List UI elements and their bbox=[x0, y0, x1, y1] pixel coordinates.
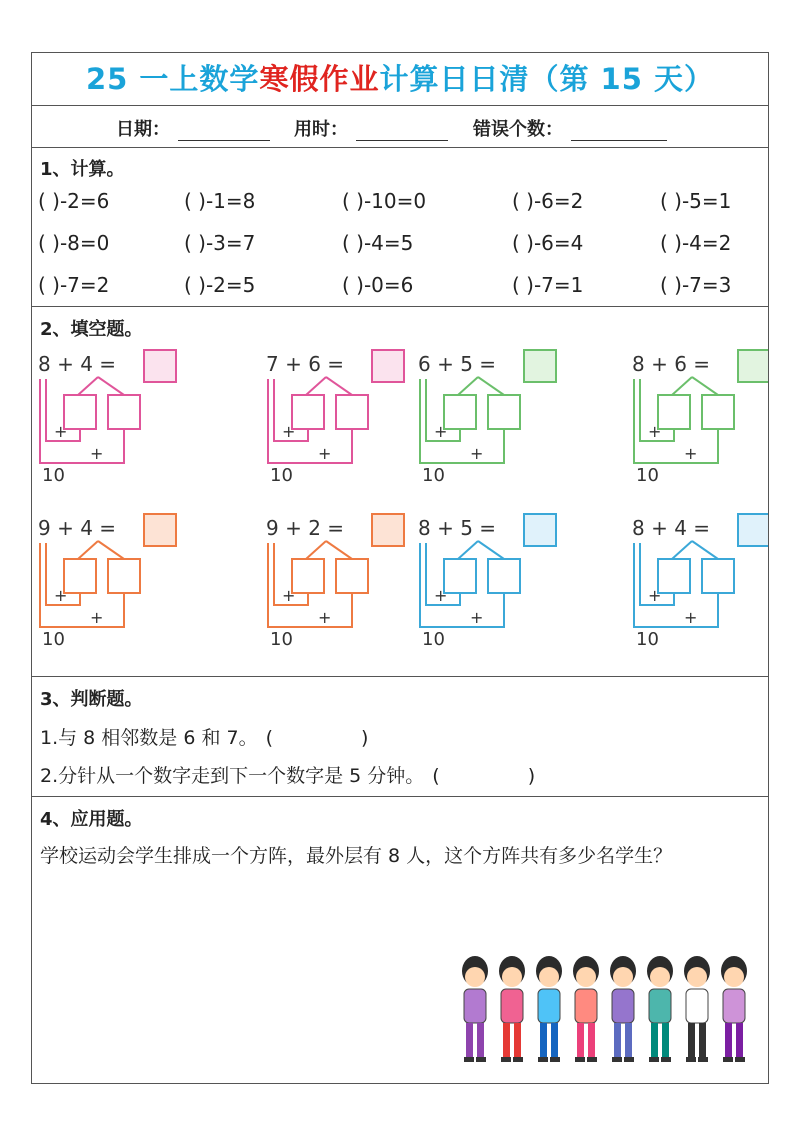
split-line-right bbox=[98, 541, 124, 559]
calc-item[interactable]: ( )-7=2 bbox=[38, 273, 110, 297]
split-box-right bbox=[336, 559, 368, 593]
equation-text: 8 + 4 = bbox=[632, 516, 711, 540]
calc-item[interactable]: ( )-4=2 bbox=[660, 231, 732, 255]
equation-text: 8 + 5 = bbox=[418, 516, 497, 540]
child-figure bbox=[647, 956, 673, 1062]
errors-label: 错误个数： bbox=[473, 119, 563, 140]
errors-blank[interactable] bbox=[571, 120, 667, 141]
section2-heading: 2、填空题。 bbox=[40, 319, 143, 340]
time-label: 用时： bbox=[294, 119, 348, 140]
split-box-right bbox=[488, 395, 520, 429]
calc-item[interactable]: ( )-2=5 bbox=[184, 273, 256, 297]
section-calculation bbox=[32, 147, 768, 307]
calc-item[interactable]: ( )-2=6 bbox=[38, 189, 110, 213]
info-row bbox=[32, 105, 768, 148]
tf-answer-2-close: ) bbox=[527, 765, 536, 787]
time-blank[interactable] bbox=[356, 120, 448, 141]
make-ten-diagrams bbox=[32, 345, 768, 675]
split-line-right bbox=[478, 541, 504, 559]
split-box-left bbox=[292, 559, 324, 593]
answer-box bbox=[524, 514, 556, 546]
date-label: 日期： bbox=[116, 119, 170, 140]
section-true-false bbox=[32, 677, 768, 797]
worksheet-title bbox=[32, 53, 768, 106]
answer-box bbox=[372, 350, 404, 382]
plus-sign: + bbox=[90, 444, 104, 463]
ten-label: 10 bbox=[422, 629, 445, 650]
plus-sign: + bbox=[470, 444, 484, 463]
equation-text: 8 + 6 = bbox=[632, 352, 711, 376]
section-fill-blank bbox=[32, 307, 768, 677]
plus-sign: + bbox=[684, 444, 698, 463]
split-line-left bbox=[306, 541, 326, 559]
ten-label: 10 bbox=[42, 629, 65, 650]
calc-item[interactable]: ( )-5=1 bbox=[660, 189, 732, 213]
split-box-right bbox=[488, 559, 520, 593]
split-box-right bbox=[108, 395, 140, 429]
title-highlight: 寒假作业 bbox=[259, 62, 380, 96]
child-figure bbox=[536, 956, 562, 1062]
answer-box bbox=[738, 514, 768, 546]
answer-box bbox=[372, 514, 404, 546]
split-box-left bbox=[64, 395, 96, 429]
split-line-right bbox=[692, 377, 718, 395]
tf-question-1 bbox=[40, 723, 368, 750]
split-line-left bbox=[306, 377, 326, 395]
tf-answer-2-open[interactable]: ( bbox=[432, 765, 440, 787]
calc-item[interactable]: ( )-4=5 bbox=[342, 231, 414, 255]
plus-sign: + bbox=[54, 422, 68, 441]
ten-label: 10 bbox=[636, 629, 659, 650]
child-figure bbox=[684, 956, 710, 1062]
plus-sign: + bbox=[282, 586, 296, 605]
calc-item[interactable]: ( )-7=1 bbox=[512, 273, 584, 297]
calc-item[interactable]: ( )-1=8 bbox=[184, 189, 256, 213]
split-box-right bbox=[702, 559, 734, 593]
worksheet bbox=[31, 52, 769, 1084]
calc-item[interactable]: ( )-0=6 bbox=[342, 273, 414, 297]
split-line-left bbox=[458, 377, 478, 395]
split-box-left bbox=[658, 559, 690, 593]
split-line-left bbox=[672, 541, 692, 559]
ten-label: 10 bbox=[42, 465, 65, 486]
errors-field[interactable] bbox=[473, 115, 667, 141]
split-box-right bbox=[336, 395, 368, 429]
split-line-left bbox=[78, 541, 98, 559]
calc-item[interactable]: ( )-8=0 bbox=[38, 231, 110, 255]
calc-item[interactable]: ( )-6=4 bbox=[512, 231, 584, 255]
calc-item[interactable]: ( )-7=3 bbox=[660, 273, 732, 297]
ten-label: 10 bbox=[270, 629, 293, 650]
split-line-right bbox=[326, 541, 352, 559]
plus-sign: + bbox=[54, 586, 68, 605]
ten-label: 10 bbox=[636, 465, 659, 486]
plus-sign: + bbox=[684, 608, 698, 627]
section-word-problem bbox=[32, 797, 768, 1085]
calc-item[interactable]: ( )-3=7 bbox=[184, 231, 256, 255]
equation-text: 6 + 5 = bbox=[418, 352, 497, 376]
plus-sign: + bbox=[470, 608, 484, 627]
section3-heading: 3、判断题。 bbox=[40, 689, 143, 710]
word-problem-text: 学校运动会学生排成一个方阵，最外层有 8 人，这个方阵共有多少名学生？ bbox=[40, 845, 673, 867]
split-line-right bbox=[692, 541, 718, 559]
split-box-right bbox=[702, 395, 734, 429]
split-line-right bbox=[326, 377, 352, 395]
ten-label: 10 bbox=[422, 465, 445, 486]
time-field[interactable] bbox=[294, 115, 448, 141]
answer-box bbox=[524, 350, 556, 382]
split-box-left bbox=[292, 395, 324, 429]
children-illustration bbox=[457, 949, 757, 1079]
equation-text: 7 + 6 = bbox=[266, 352, 345, 376]
date-blank[interactable] bbox=[178, 120, 270, 141]
ten-label: 10 bbox=[270, 465, 293, 486]
plus-sign: + bbox=[90, 608, 104, 627]
split-box-left bbox=[658, 395, 690, 429]
plus-sign: + bbox=[434, 422, 448, 441]
child-figure bbox=[721, 956, 747, 1062]
child-figure bbox=[573, 956, 599, 1062]
equation-text: 8 + 4 = bbox=[38, 352, 117, 376]
split-box-left bbox=[64, 559, 96, 593]
plus-sign: + bbox=[648, 586, 662, 605]
split-box-left bbox=[444, 395, 476, 429]
tf-question-1-text: 1.与 8 相邻数是 6 和 7。 bbox=[40, 727, 258, 749]
child-figure bbox=[462, 956, 488, 1062]
split-line-left bbox=[458, 541, 478, 559]
equation-text: 9 + 2 = bbox=[266, 516, 345, 540]
split-box-left bbox=[444, 559, 476, 593]
plus-sign: + bbox=[318, 608, 332, 627]
child-figure bbox=[610, 956, 636, 1062]
tf-question-2 bbox=[40, 761, 535, 788]
child-figure bbox=[499, 956, 525, 1062]
plus-sign: + bbox=[648, 422, 662, 441]
section1-heading: 1、计算。 bbox=[40, 159, 125, 180]
section4-heading: 4、应用题。 bbox=[40, 809, 143, 830]
answer-box bbox=[738, 350, 768, 382]
title-prefix: 25 一上数学 bbox=[85, 62, 260, 96]
tf-answer-1-close: ) bbox=[361, 727, 369, 749]
equation-text: 9 + 4 = bbox=[38, 516, 117, 540]
title-suffix: 计算日日清（第 15 天） bbox=[379, 62, 715, 96]
date-field[interactable] bbox=[116, 115, 270, 141]
tf-answer-1-open[interactable]: ( bbox=[265, 727, 274, 749]
plus-sign: + bbox=[282, 422, 296, 441]
split-line-left bbox=[672, 377, 692, 395]
tf-question-2-text: 2.分针从一个数字走到下一个数字是 5 分钟。 bbox=[40, 765, 425, 787]
answer-box bbox=[144, 350, 176, 382]
plus-sign: + bbox=[434, 586, 448, 605]
split-box-right bbox=[108, 559, 140, 593]
calc-item[interactable]: ( )-6=2 bbox=[512, 189, 584, 213]
answer-box bbox=[144, 514, 176, 546]
split-line-right bbox=[478, 377, 504, 395]
calc-item[interactable]: ( )-10=0 bbox=[342, 189, 427, 213]
split-line-right bbox=[98, 377, 124, 395]
split-line-left bbox=[78, 377, 98, 395]
plus-sign: + bbox=[318, 444, 332, 463]
